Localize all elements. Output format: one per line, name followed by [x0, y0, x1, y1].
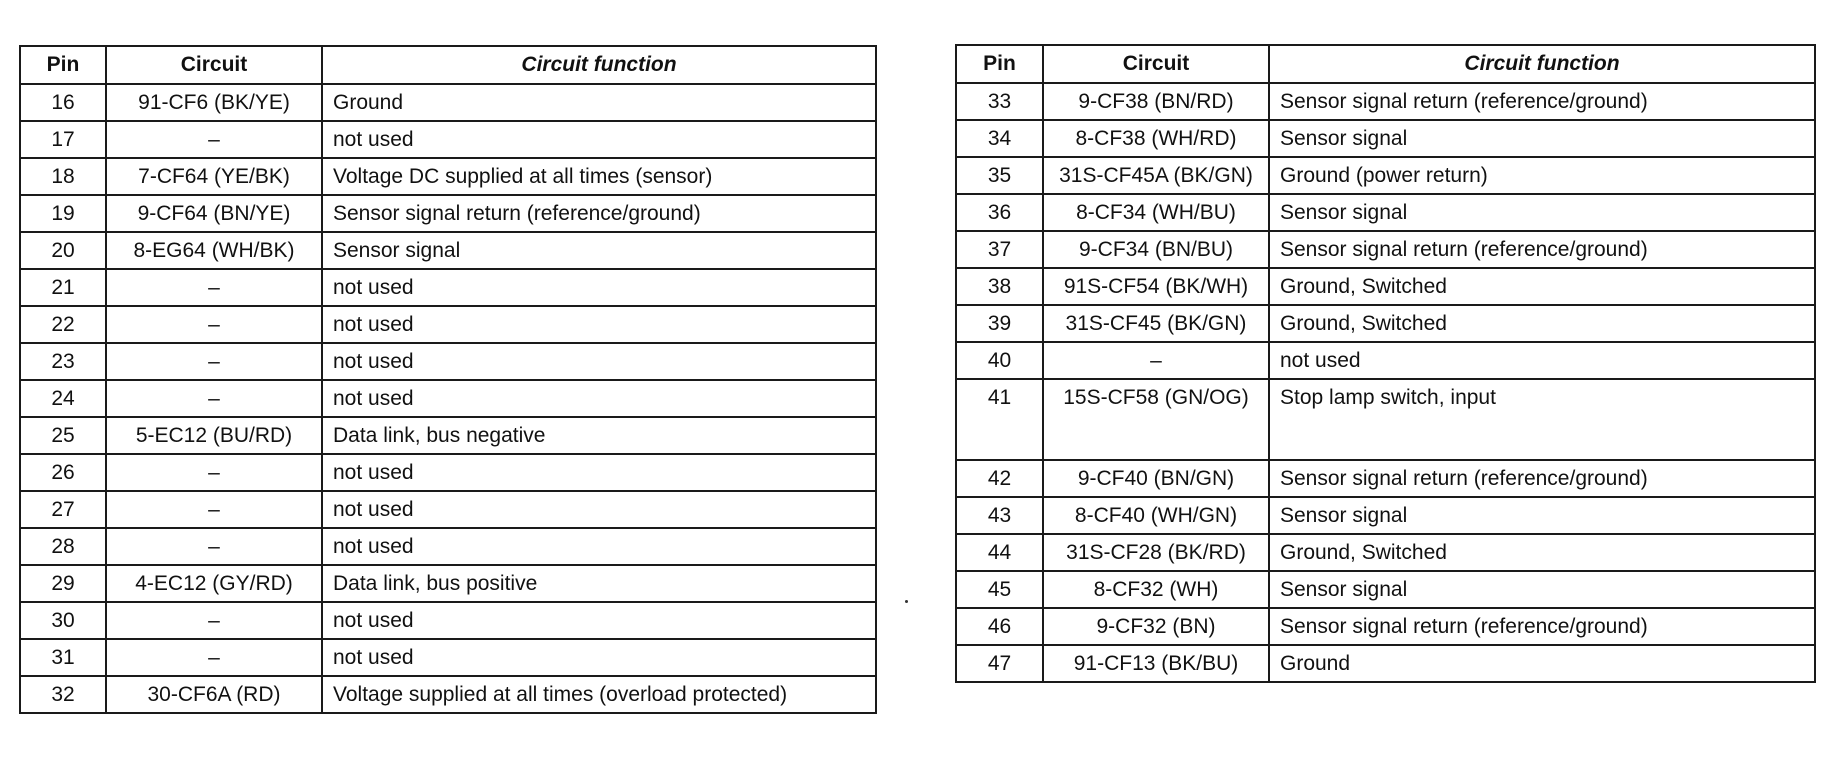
pin-cell: 47 [956, 645, 1043, 682]
function-cell: Ground, Switched [1269, 268, 1815, 305]
pin-column-header: Pin [956, 45, 1043, 83]
pin-cell: 28 [20, 528, 106, 565]
table-row [20, 565, 876, 602]
table-row [20, 491, 876, 528]
table-row [956, 231, 1815, 268]
pin-cell: 25 [20, 417, 106, 454]
table-row [956, 120, 1815, 157]
circuit-cell: 30-CF6A (RD) [106, 676, 322, 713]
pin-cell: 32 [20, 676, 106, 713]
circuit-cell: 5-EC12 (BU/RD) [106, 417, 322, 454]
circuit-cell: 9-CF34 (BN/BU) [1043, 231, 1269, 268]
table-row [20, 417, 876, 454]
function-cell: Sensor signal [322, 232, 876, 269]
function-column-header: Circuit function [1269, 45, 1815, 83]
pin-cell: 46 [956, 608, 1043, 645]
table-row [956, 608, 1815, 645]
table-row [20, 232, 876, 269]
pin-cell: 20 [20, 232, 106, 269]
function-cell: not used [322, 454, 876, 491]
function-cell: Sensor signal [1269, 120, 1815, 157]
function-cell: Sensor signal return (reference/ground) [1269, 83, 1815, 120]
function-cell: not used [322, 269, 876, 306]
circuit-cell: 8-CF34 (WH/BU) [1043, 194, 1269, 231]
function-cell: Ground (power return) [1269, 157, 1815, 194]
pin-cell: 29 [20, 565, 106, 602]
circuit-cell: – [106, 380, 322, 417]
pin-cell: 22 [20, 306, 106, 343]
table-row [956, 157, 1815, 194]
table-row [20, 84, 876, 121]
function-cell: not used [322, 121, 876, 158]
table-row [20, 306, 876, 343]
table-row [20, 602, 876, 639]
circuit-cell: 31S-CF28 (BK/RD) [1043, 534, 1269, 571]
circuit-cell: – [106, 639, 322, 676]
pin-cell: 35 [956, 157, 1043, 194]
circuit-cell: – [1043, 342, 1269, 379]
pin-table-left [19, 45, 877, 714]
pin-cell: 18 [20, 158, 106, 195]
circuit-cell: – [106, 343, 322, 380]
function-cell: Ground [322, 84, 876, 121]
table-row [956, 571, 1815, 608]
pin-cell: 44 [956, 534, 1043, 571]
circuit-cell: 8-EG64 (WH/BK) [106, 232, 322, 269]
table-row [956, 534, 1815, 571]
pin-cell: 41 [956, 379, 1043, 460]
pin-cell: 34 [956, 120, 1043, 157]
table-row [956, 497, 1815, 534]
function-cell: Voltage supplied at all times (overload protected) [322, 676, 876, 713]
pin-cell: 23 [20, 343, 106, 380]
pin-cell: 43 [956, 497, 1043, 534]
pin-cell: 27 [20, 491, 106, 528]
function-cell: Sensor signal [1269, 194, 1815, 231]
function-cell: Data link, bus negative [322, 417, 876, 454]
table-row [20, 639, 876, 676]
function-cell: not used [322, 491, 876, 528]
table-row [956, 645, 1815, 682]
table-row [956, 460, 1815, 497]
pin-cell: 26 [20, 454, 106, 491]
pin-cell: 16 [20, 84, 106, 121]
pin-cell: 38 [956, 268, 1043, 305]
pin-cell: 19 [20, 195, 106, 232]
table-row [956, 194, 1815, 231]
circuit-cell: – [106, 491, 322, 528]
table-row [956, 268, 1815, 305]
circuit-cell: – [106, 454, 322, 491]
circuit-cell: 15S-CF58 (GN/OG) [1043, 379, 1269, 460]
pin-cell: 30 [20, 602, 106, 639]
circuit-cell: 9-CF64 (BN/YE) [106, 195, 322, 232]
pin-cell: 31 [20, 639, 106, 676]
table-row [956, 379, 1815, 460]
pin-cell: 37 [956, 231, 1043, 268]
circuit-cell: – [106, 602, 322, 639]
table-row [20, 454, 876, 491]
circuit-cell: 9-CF40 (BN/GN) [1043, 460, 1269, 497]
table-row [956, 83, 1815, 120]
function-cell: Stop lamp switch, input [1269, 379, 1815, 460]
circuit-cell: – [106, 306, 322, 343]
circuit-cell: 31S-CF45 (BK/GN) [1043, 305, 1269, 342]
function-cell: Ground, Switched [1269, 534, 1815, 571]
table-row [20, 121, 876, 158]
circuit-column-header: Circuit [1043, 45, 1269, 83]
function-column-header: Circuit function [322, 46, 876, 84]
table-row [20, 269, 876, 306]
circuit-cell: 91S-CF54 (BK/WH) [1043, 268, 1269, 305]
circuit-cell: 9-CF32 (BN) [1043, 608, 1269, 645]
pin-table-right-body [956, 83, 1815, 682]
pin-cell: 21 [20, 269, 106, 306]
pin-column-header: Pin [20, 46, 106, 84]
function-cell: Voltage DC supplied at all times (sensor) [322, 158, 876, 195]
table-row [20, 676, 876, 713]
table-header-row [20, 46, 876, 84]
function-cell: Sensor signal [1269, 497, 1815, 534]
function-cell: Ground [1269, 645, 1815, 682]
pin-cell: 39 [956, 305, 1043, 342]
circuit-cell: 7-CF64 (YE/BK) [106, 158, 322, 195]
circuit-cell: – [106, 121, 322, 158]
circuit-cell: 9-CF38 (BN/RD) [1043, 83, 1269, 120]
pin-cell: 36 [956, 194, 1043, 231]
function-cell: Sensor signal return (reference/ground) [1269, 608, 1815, 645]
pin-cell: 40 [956, 342, 1043, 379]
circuit-cell: 91-CF6 (BK/YE) [106, 84, 322, 121]
pin-table-right [955, 44, 1816, 683]
pin-table-left-body [20, 84, 876, 713]
table-row [956, 305, 1815, 342]
table-row [20, 158, 876, 195]
function-cell: not used [322, 639, 876, 676]
circuit-cell: 4-EC12 (GY/RD) [106, 565, 322, 602]
table-row [20, 195, 876, 232]
circuit-cell: 8-CF40 (WH/GN) [1043, 497, 1269, 534]
pin-cell: 24 [20, 380, 106, 417]
function-cell: Sensor signal return (reference/ground) [1269, 460, 1815, 497]
table-row [956, 342, 1815, 379]
table-header-row [956, 45, 1815, 83]
function-cell: Data link, bus positive [322, 565, 876, 602]
function-cell: not used [322, 380, 876, 417]
pin-cell: 42 [956, 460, 1043, 497]
circuit-cell: 31S-CF45A (BK/GN) [1043, 157, 1269, 194]
table-row [20, 528, 876, 565]
function-cell: Sensor signal return (reference/ground) [1269, 231, 1815, 268]
stray-dot [905, 600, 908, 603]
function-cell: Sensor signal return (reference/ground) [322, 195, 876, 232]
function-cell: not used [322, 528, 876, 565]
pin-cell: 33 [956, 83, 1043, 120]
function-cell: not used [322, 602, 876, 639]
circuit-cell: 8-CF32 (WH) [1043, 571, 1269, 608]
pin-cell: 45 [956, 571, 1043, 608]
table-row [20, 380, 876, 417]
circuit-column-header: Circuit [106, 46, 322, 84]
function-cell: Ground, Switched [1269, 305, 1815, 342]
circuit-cell: – [106, 269, 322, 306]
circuit-cell: 91-CF13 (BK/BU) [1043, 645, 1269, 682]
function-cell: not used [322, 306, 876, 343]
function-cell: Sensor signal [1269, 571, 1815, 608]
function-cell: not used [1269, 342, 1815, 379]
function-cell: not used [322, 343, 876, 380]
circuit-cell: 8-CF38 (WH/RD) [1043, 120, 1269, 157]
pin-cell: 17 [20, 121, 106, 158]
circuit-cell: – [106, 528, 322, 565]
table-row [20, 343, 876, 380]
